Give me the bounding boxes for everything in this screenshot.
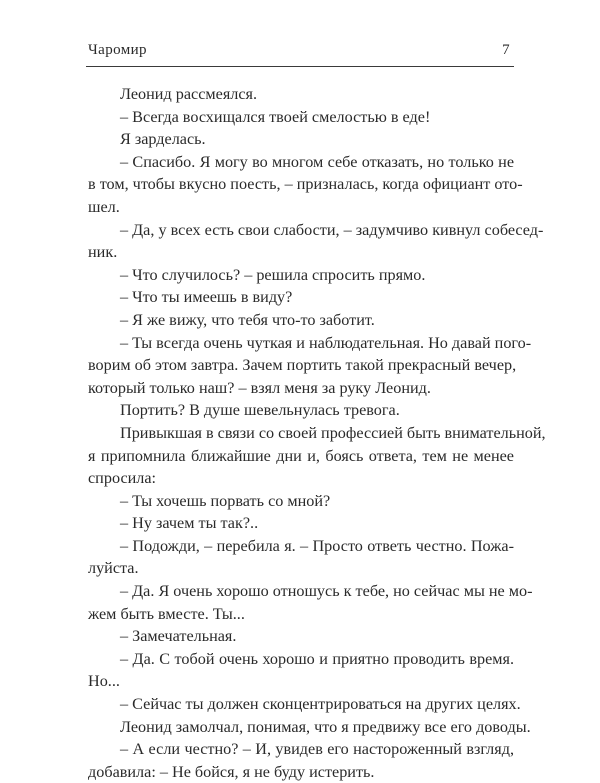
text-line: – Да. С тобой очень хорошо и приятно проводить время. (120, 649, 514, 668)
text-line: – Спасибо. Я могу во многом себе отказать, но только не (120, 152, 514, 171)
text-line: – Ты хочешь порвать со мной? (120, 491, 331, 510)
text-line: шел. (88, 197, 120, 216)
text-line: – Подожди, – перебила я. – Просто ответь честно. Пожа- (120, 536, 514, 555)
text-line: я припомнила ближайшие дни и, боясь ответа, тем не менее (88, 446, 514, 465)
text-line: луйста. (88, 559, 139, 578)
body-text (88, 83, 546, 783)
book-title: Чаромир (88, 42, 147, 58)
text-line: Портить? В душе шевельнулась тревога. (120, 401, 400, 420)
text-line: – Что случилось? – решила спросить прямо. (120, 265, 426, 284)
text-line: жем быть вместе. Ты... (88, 604, 245, 623)
running-head (88, 42, 512, 64)
text-line: Я зарделась. (120, 130, 206, 149)
text-line: – Сейчас ты должен сконцентрироваться на других целях. (120, 695, 521, 714)
text-line: – Да. Я очень хорошо отношусь к тебе, но сейчас мы не мо- (120, 582, 533, 601)
text-line: Привыкшая в связи со своей профессией быть внимательной, (120, 423, 546, 442)
text-line: – Что ты имеешь в виду? (120, 288, 293, 307)
text-line: добавила: – Не бойся, я не буду истерить. (88, 762, 375, 781)
text-line: который только наш? – взял меня за руку Леонид. (88, 378, 431, 397)
text-line: в том, чтобы вкусно поесть, – призналась, когда официант ото- (88, 175, 523, 194)
header-rule (86, 66, 514, 67)
text-line: – Всегда восхищался твоей смелостью в еде! (120, 107, 431, 126)
text-line: Леонид рассмеялся. (120, 85, 258, 103)
page-number: 7 (502, 42, 510, 58)
text-line: – Замечательная. (120, 627, 237, 646)
text-line: Но... (88, 672, 120, 691)
text-line: Леонид замолчал, понимая, что я предвижу все его доводы. (120, 717, 531, 736)
text-line: – А если честно? – И, увидев его настороженный взгляд, (120, 740, 514, 759)
text-line: спросила: (88, 469, 157, 488)
text-line: – Ты всегда очень чуткая и наблюдательная. Но давай пого- (120, 333, 532, 352)
text-line: – Ну зачем ты так?.. (120, 514, 259, 533)
text-line: – Да, у всех есть свои слабости, – задумчиво кивнул собесед- (120, 220, 544, 239)
text-line: ник. (88, 243, 118, 262)
text-line: – Я же вижу, что тебя что-то заботит. (120, 310, 375, 329)
text-line: ворим об этом завтра. Зачем портить такой прекрасный вечер, (88, 356, 517, 375)
